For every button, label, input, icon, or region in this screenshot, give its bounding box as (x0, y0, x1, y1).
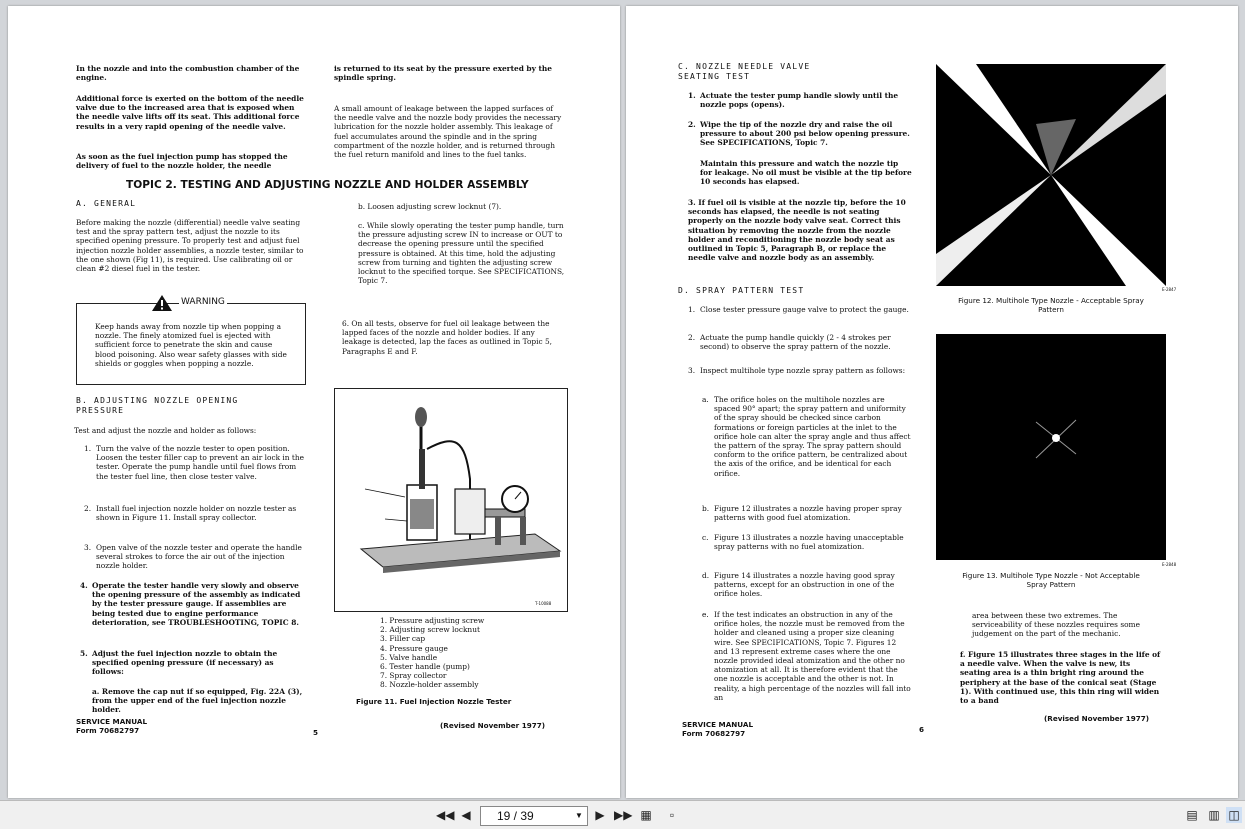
two-page-view-icon[interactable]: ◫ (1226, 807, 1242, 823)
figure-13-code: E-2848 (1162, 562, 1177, 567)
b-item-5a: a. Remove the cap nut if so equipped, Fig. 22A (3), from the upper end of the fuel injection nozzle holder. (92, 687, 303, 715)
legend-item: 1. Pressure adjusting screw (380, 616, 485, 625)
warning-text: Keep hands away from nozzle tip when popping a nozzle. The finely atomized fuel is ejected with sufficient force to penetrate the skin and cause blood poisoning. Also wear safety glasses with side shields or goggles when popping a nozzle. (95, 322, 287, 368)
d3-sub-c: c. Figure 13 illustrates a nozzle having unacceptable spray patterns with no fuel atomization. (702, 533, 904, 552)
next-page-icon[interactable]: ▶ (595, 808, 605, 822)
col2-step-6: 6. On all tests, observe for fuel oil leakage between the lapped faces of the nozzle and holder bodies. If any leakage is detected, lap the faces as outlined in Topic 5, Paragraphs E and F. (342, 319, 553, 356)
c-item-2-extra: Maintain this pressure and watch the nozzle tip for leakage. No oil must be visible at the tip before 10 seconds has elapsed. (700, 159, 912, 187)
footer-form: Form 70682797 (76, 726, 140, 735)
b-item-3: 3. Open valve of the nozzle tester and operate the handle several strokes to force the air out of the injection nozzle holder. (84, 543, 302, 571)
revised-note: (Revised November 1977) (440, 721, 546, 730)
figure-12-caption: Figure 12. Multihole Type Nozzle - Acceptable Spray Pattern (958, 296, 1144, 314)
figure-11-code: T-10088 (535, 601, 552, 606)
d3-sub-d: d. Figure 14 illustrates a nozzle having good spray patterns, except for an obstruction in one of the orifice holes. (702, 571, 895, 599)
figure-12-code: E-2847 (1162, 287, 1177, 292)
d-item-3: 3. Inspect multihole type nozzle spray pattern as follows: (688, 366, 906, 375)
section-c-title: C. NOZZLE NEEDLE VALVE SEATING TEST (678, 62, 811, 81)
fit-page-icon[interactable]: ▦ (640, 808, 652, 822)
unacceptable-spray-pattern-image (936, 334, 1166, 560)
nozzle-tester-illustration (335, 389, 567, 611)
section-d-title: D. SPRAY PATTERN TEST (678, 286, 805, 295)
f-item: f. Figure 15 illustrates three stages in the life of a needle valve. When the valve is new, its seating area is a thin bright ring around the periphery at the base of the conical seat (Stage 1). With continued use, this thin ring will widen to a band (960, 650, 1161, 706)
col2-step-c: c. While slowly operating the tester pump handle, turn the pressure adjusting screw IN to increase or OUT to decrease the opening pressure until the specified pressure is obtained. At this time, hold the adjusting screw from turning and tighten the adjusting screw locknut to the specified torque. See SPECIFICATIONS, Topic 7. (358, 221, 565, 286)
d3-sub-b: b. Figure 12 illustrates a nozzle having proper spray patterns with good fuel atomization. (702, 504, 902, 523)
section-b-intro: Test and adjust the nozzle and holder as follows: (74, 426, 257, 435)
legend-item: 7. Spray collector (380, 671, 447, 681)
warning-label: WARNING (181, 297, 225, 307)
figure-11-frame (334, 388, 568, 612)
warning-box (76, 297, 306, 385)
d3-sub-a: a. The orifice holes on the multihole nozzles are spaced 90° apart; the spray pattern and uniformity of the spray should be checked since carbon formations or foreign particles at the inlet to the orifice hole can alter the spray angle and thus affect the pattern of the spray. The spray pattern should conform to the orifice pattern, be centralized about the axis of the orifice, and be identical for each orifice. (702, 395, 911, 478)
page-number: 6 (919, 725, 925, 734)
topic-heading: TOPIC 2. TESTING AND ADJUSTING NOZZLE AND HOLDER ASSEMBLY (126, 179, 529, 191)
d-item-1: 1. Close tester pressure gauge valve to protect the gauge. (688, 305, 909, 314)
c-item-3: 3. If fuel oil is visible at the nozzle tip, before the 10 seconds has elapsed, the needle is not seating properly on the nozzle body valve seat. Correct this situation by removing the nozzle from the nozzle holder and reconditioning the nozzle body seat as outlined in Topic 5, Paragraph B, or replace the needle valve and nozzle body as an assembly. (688, 198, 906, 263)
b-item-4: 4. Operate the tester handle very slowly and observe the opening pressure of the assembly as indicated by the tester pressure gauge. If assemblies are being tested due to engine performance deterioration, see TROUBLESHOOTING, TOPIC 8. (80, 581, 301, 627)
col1-para2: Additional force is exerted on the bottom of the needle valve due to the increased area that is exposed when the needle valve lifts off its seat. This additional force results in a very rapid opening of the needle valve. (76, 94, 304, 131)
section-b-title: B. ADJUSTING NOZZLE OPENING PRESSURE (76, 396, 239, 415)
col2-para2: A small amount of leakage between the lapped surfaces of the needle valve and the nozzle body provides the necessary lubrication for the nozzle holder assembly. This leakage of fuel accumulates around the spindle and in the spring compartment of the nozzle holder, and is returned through the fuel return manifold and lines to the fuel tanks. (334, 104, 562, 160)
page-number: 5 (313, 728, 319, 737)
page-selector[interactable] (480, 806, 588, 826)
figure-13-caption: Figure 13. Multihole Type Nozzle - Not Acceptable Spray Pattern (962, 571, 1140, 589)
legend-item: 3. Filler cap (380, 634, 426, 644)
c-item-2: 2. Wipe the tip of the nozzle dry and raise the oil pressure to about 200 psi below opening pressure. See SPECIFICATIONS, Topic 7. (688, 120, 910, 148)
continuous-view-icon[interactable]: ▥ (1208, 808, 1220, 822)
first-page-icon[interactable]: ◀◀ (436, 808, 455, 822)
col2-step-b: b. Loosen adjusting screw locknut (7). (358, 202, 502, 211)
section-a-title: A. GENERAL (76, 199, 137, 208)
figure-11-caption: Figure 11. Fuel Injection Nozzle Tester (356, 697, 512, 706)
footer-title: SERVICE MANUAL (682, 720, 754, 729)
left-page (8, 6, 620, 798)
revised-note: (Revised November 1977) (1044, 714, 1150, 723)
chevron-down-icon[interactable]: ▼ (575, 811, 583, 820)
figure-13-image (936, 334, 1166, 560)
last-page-icon[interactable]: ▶▶ (614, 808, 633, 822)
col1-para3: As soon as the fuel injection pump has stopped the delivery of fuel to the nozzle holder, the needle (76, 152, 288, 171)
legend-item: 4. Pressure gauge (380, 643, 448, 653)
figure-11-legend (380, 616, 484, 690)
col2-intro: is returned to its seat by the pressure exerted by the spindle spring. (334, 64, 552, 83)
legend-item: 2. Adjusting screw locknut (380, 625, 480, 635)
footer-title: SERVICE MANUAL (76, 717, 148, 726)
fit-width-icon[interactable]: ▫ (669, 808, 675, 822)
warning-triangle-icon (151, 294, 173, 312)
b-item-1: 1. Turn the valve of the nozzle tester to open position. Loosen the tester filler cap to prevent an air lock in the tester. Operate the pump handle until fuel flows from the tester fuel line, then close tester valve. (84, 444, 304, 481)
acceptable-spray-pattern-image (936, 64, 1166, 286)
viewer-toolbar (0, 800, 1245, 829)
footer-form: Form 70682797 (682, 729, 746, 738)
b-item-2: 2. Install fuel injection nozzle holder on nozzle tester as shown in Figure 11. Install spray collector. (84, 504, 297, 523)
col1-intro: In the nozzle and into the combustion chamber of the engine. (76, 64, 300, 83)
legend-item: 5. Valve handle (380, 652, 438, 662)
prev-page-icon[interactable]: ◀ (461, 808, 471, 822)
c-item-1: 1. Actuate the tester pump handle slowly until the nozzle pops (opens). (688, 91, 899, 110)
d-item-2: 2. Actuate the pump handle quickly (2 - 4 strokes per second) to observe the spray pattern of the nozzle. (688, 333, 891, 352)
single-page-view-icon[interactable]: ▤ (1186, 808, 1198, 822)
legend-item: 8. Nozzle-holder assembly (380, 680, 479, 690)
d3-sub-e: e. If the test indicates an obstruction in any of the orifice holes, the nozzle must be removed from the holder and cleaned using a proper size cleaning wire. See SPECIFICATIONS, Topic 7. Figures 12 and 13 represent extreme cases where the one nozzle provided ideal atomization and the other no atomization at all. It is therefore evident that the one nozzle is acceptable and the other is not. In reality, a high percentage of the nozzles will fall into an (702, 610, 911, 702)
b-item-5: 5. Adjust the fuel injection nozzle to obtain the specified opening pressure (if necessary) as follows: (80, 649, 278, 677)
col2-continuation: area between these two extremes. The serviceability of these nozzles requires some judgement on the part of the mechanic. (972, 611, 1140, 639)
figure-12-image (936, 64, 1166, 286)
page-indicator: 19 / 39 (497, 809, 534, 823)
legend-item: 6. Tester handle (pump) (380, 662, 470, 672)
right-page (626, 6, 1238, 798)
section-a-text: Before making the nozzle (differential) needle valve seating test and the spray pattern test, adjust the nozzle to its specified opening pressure. To properly test and adjust fuel injection nozzle holder assemblies, a nozzle tester, similar to the one shown (Fig 11), is required. Use calibrating oil or clean #2 diesel fuel in the tester. (76, 218, 304, 274)
